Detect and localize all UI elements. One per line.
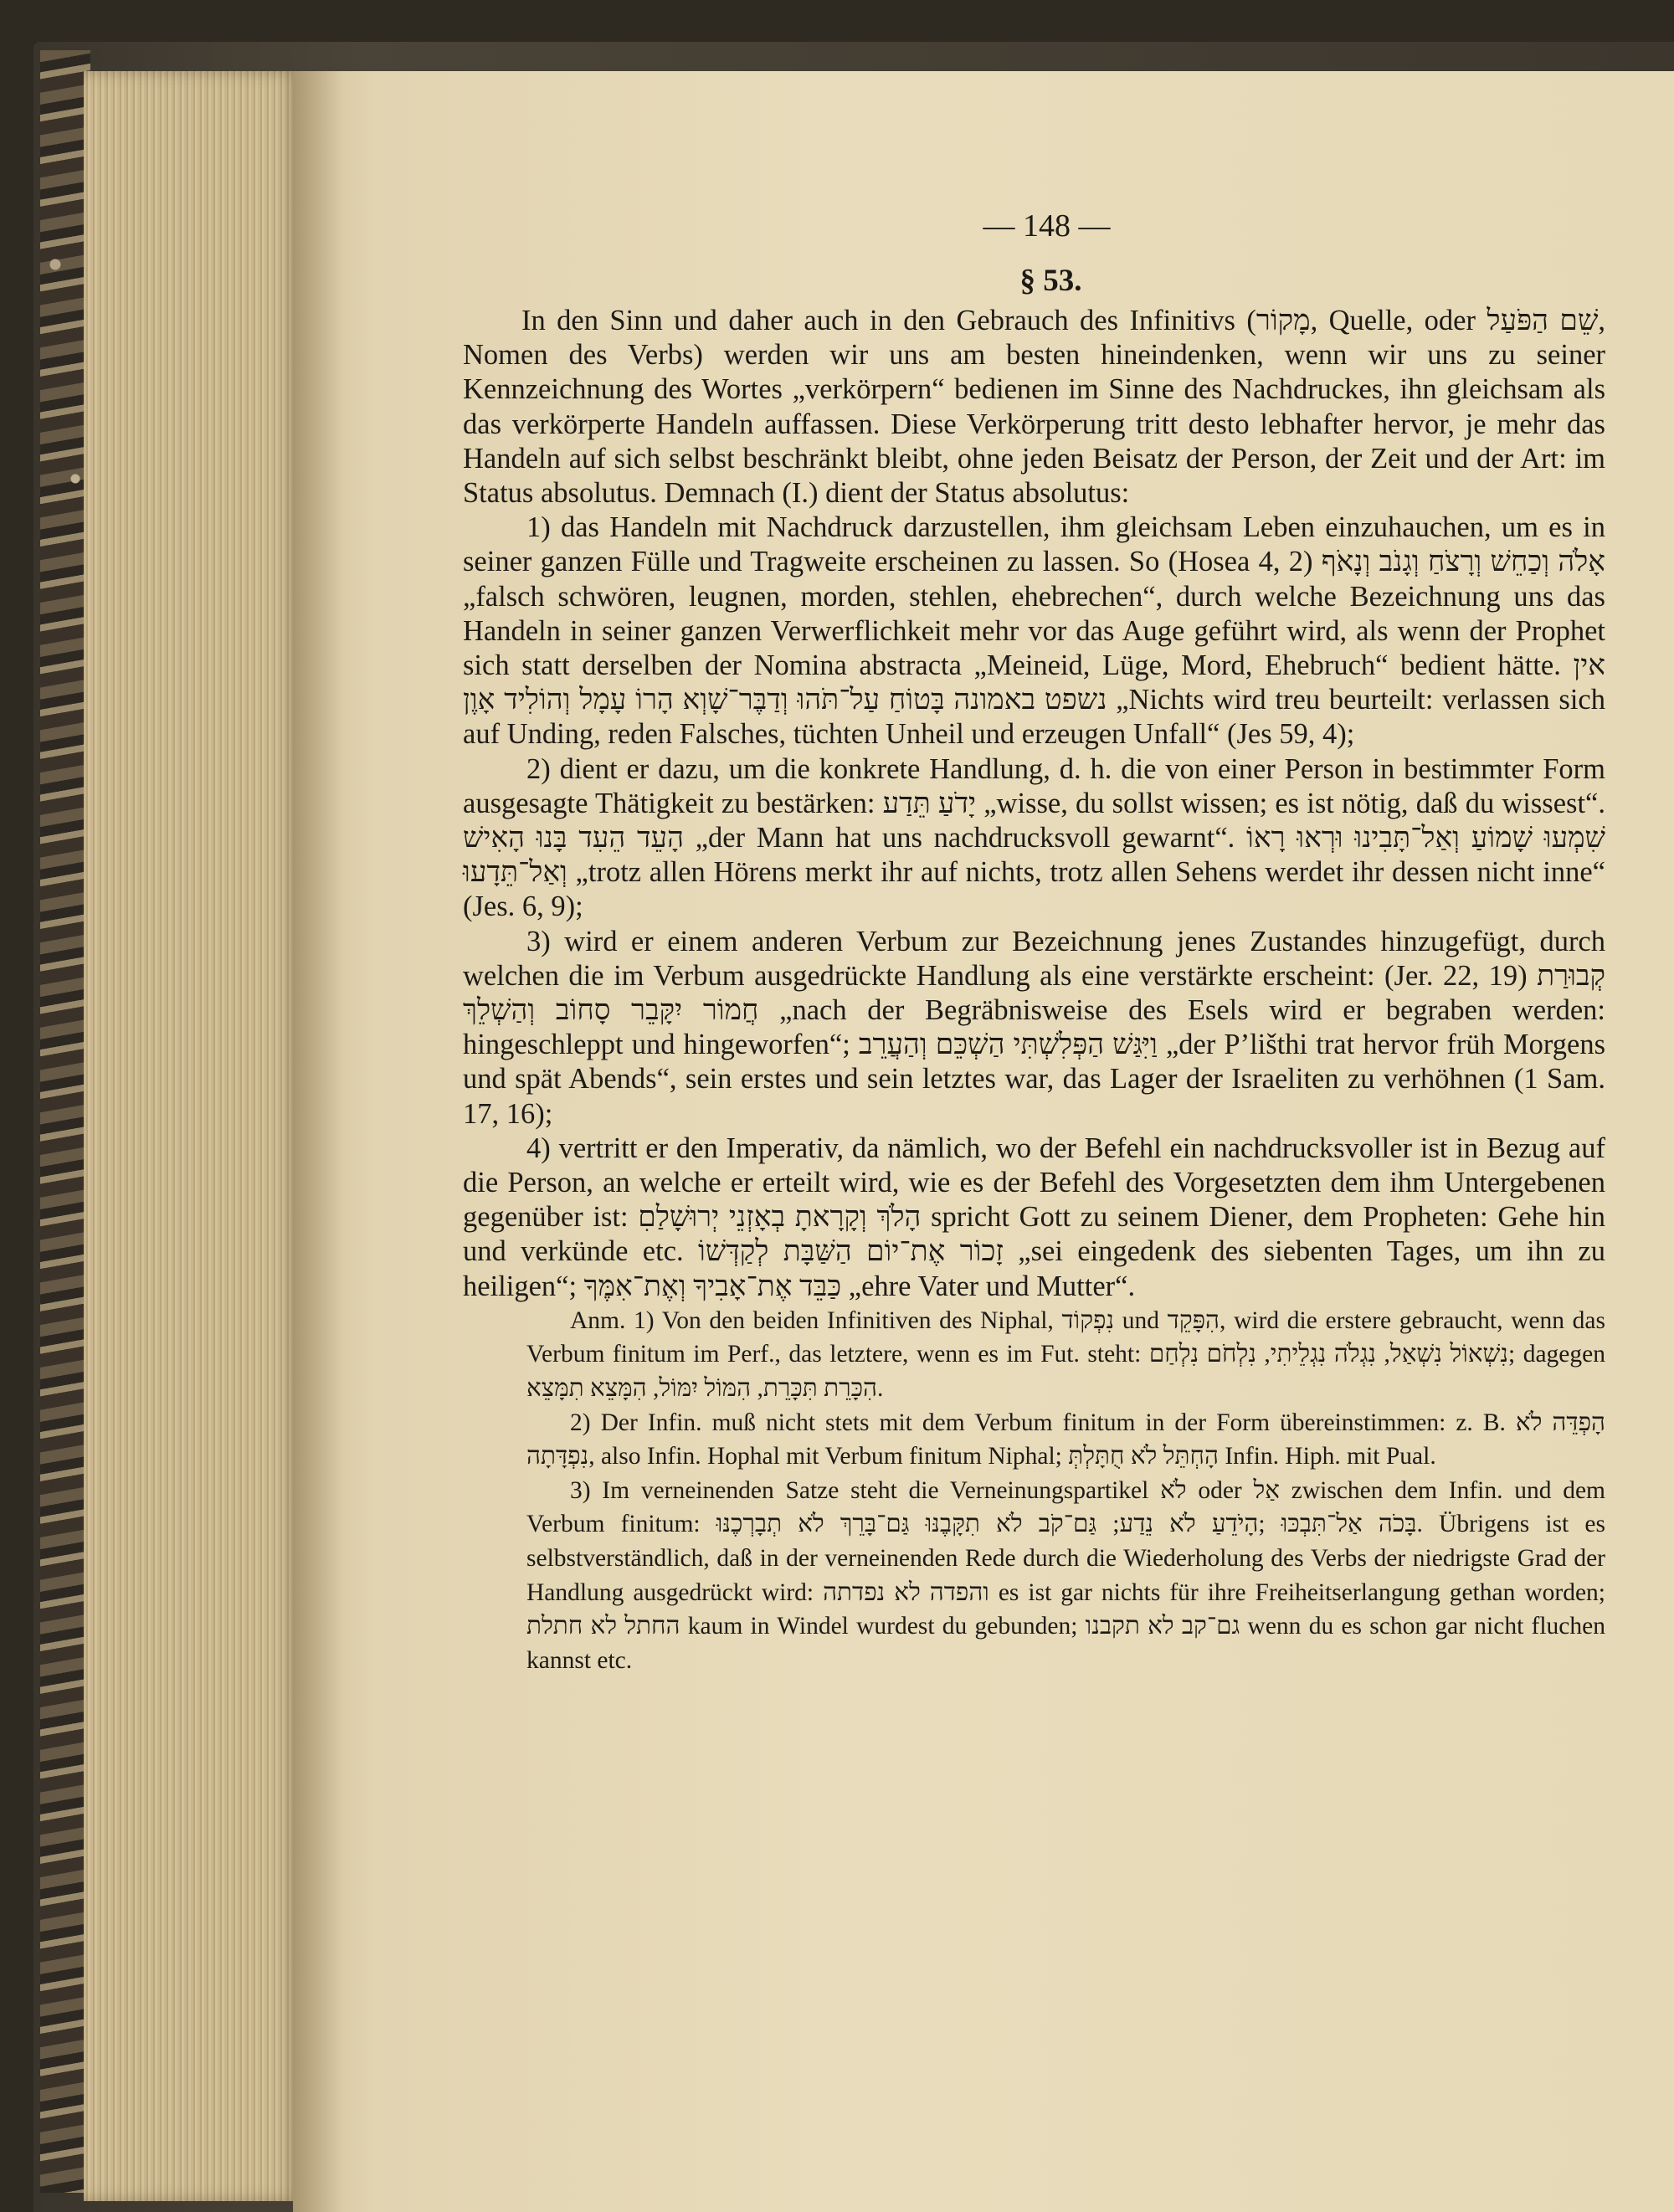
- page-text-block: [463, 205, 1605, 1677]
- paragraph-3: 3) wird er einem anderen Verbum zur Bezeichnung jenes Zustandes hinzugefügt, durch welchen die im Verbum ausgedrückte Handlung als eine verstärkte erscheint: (Jer. 22, 19) קְבוּרַת חֲמוֹר יִקָּבֵר סָחוֹב וְהַשְׁלֵךְ „nach der Begräbnisweise des Esels wird er begraben werden: hingeschleppt und hingeworfen“; וַיִּגַּשׁ הַפְּלִשְׁתִּי הַשְׁכֵּם וְהַעֲרֵב „der P’lišthi trat hervor früh Morgens und spät Abends“, sein erstes und sein letztes war, das Lager der Israeliten zu verhöhnen (1 Sam. 17, 16);: [463, 925, 1606, 1130]
- marbled-endpaper: [40, 50, 90, 2193]
- paragraph-4: 4) vertritt er den Imperativ, da nämlich, wo der Befehl ein nachdrucksvoller ist in Bezug auf die Person, an welche er erteilt wird, wie es der Befehl des Vorgesetzten dem ihm Untergebenen gegenüber ist: הָלֹךְ וְקָרָאתָ בְאָזְנֵי יְרוּשָׁלַםִ spricht Gott zu seinem Diener, dem Propheten: Gehe hin und verkünde etc. זָכוֹר אֶת־יוֹם הַשַּׁבָּת לְקַדְּשׁוֹ „sei eingedenk des siebenten Tages, um ihn zu heiligen“; כַּבֵּד אֶת־אָבִיךָ וְאֶת־אִמֶּךָ „ehre Vater und Mutter“.: [463, 1132, 1605, 1302]
- note-2: 2) Der Infin. muß nicht stets mit dem Verbum finitum in der Form übereinstimmen: z. B. הָפְדֵּה לֹא נִפְדָּתָה, also Infin. Hophal mit Verbum finitum Niphal; הָחְתֵּל לֹא חֻתָּלְתְּ Infin. Hiph. mit Pual.: [526, 1409, 1605, 1470]
- notes-block: [399, 1304, 1605, 1678]
- paragraph-intro: In den Sinn und daher auch in den Gebrauch des Infinitivs (מָקוֹר, Quelle, oder שֵׁם הַפֹּעַל, Nomen des Verbs) werden wir uns am besten hineindenken, wenn wir uns zu seiner Kennzeichnung des Wortes „verkörpern“ bedienen im Sinne des Nachdruckes, ihn gleichsam als das verkörperte Handeln auffassen. Diese Verkörperung tritt desto lebhafter hervor, je mehr das Handeln auf sich selbst beschränkt bleibt, ohne jeden Beisatz der Person, der Zeit und der Art: im Status absolutus. Demnach (I.) dient der Status absolutus:: [463, 305, 1606, 510]
- page-edges: [84, 71, 301, 2201]
- section-heading: § 53.: [1019, 264, 1082, 298]
- note-1: Anm. 1) Von den beiden Infinitiven des Niphal, נִפְקוֹד und הִפָּקֵד, wird die erstere gebraucht, wenn das Verbum finitum im Perf., das letztere, wenn es im Fut. steht: נִשְׁאוֹל נִשְׁאַל, נִגְלֹה נִגְלֵיתִי, נִלְחֹם נִלְחַם; dagegen הִכָּרֵת תִּכָּרֵת, הִמּוֹל יִמּוֹל, הִמָּצֵא תִמָּצֵא.: [526, 1306, 1605, 1403]
- note-3: 3) Im verneinenden Satze steht die Verneinungspartikel לֹא oder אַל zwischen dem Infin. und dem Verbum finitum: בָּכֹה אַל־תִּבְכּוּ ;הָיֹדֵעַ לֹא נֵדַע; גַּם־קֹב לֹא תִקָּבֶנּוּ גַּם־בָּרֵךְ לֹא תְבָרְכֶנּוּ. Übrigens ist es selbstverständlich, daß in der verneinenden Rede durch die Wiederholung des Verbs der niedrigste Grad der Handlung ausgedrückt wird: והפדה לא נפדתה es ist gar nichts für ihre Freiheitserlangung gethan worden; החתל לא חתלת kaum in Windel wurdest du gebunden; גם־קב לא תקבנו wenn du es schon gar nicht fluchen kannst etc.: [526, 1476, 1605, 1674]
- paragraph-2: 2) dient er dazu, um die konkrete Handlung, d. h. die von einer Person in bestimmter Form ausgesagte Thätigkeit zu bestärken: יָדֹעַ תֵּדַע „wisse, du sollst wissen; es ist nötig, daß du wissest“. הָעֵד הֵעִד בָּנוּ הָאִישׁ „der Mann hat uns nachdrucksvoll gewarnt“. שִׁמְעוּ שָׁמוֹעַ וְאַל־תָּבִינוּ וּרְאוּ רָאוֹ וְאַל־תֵּדָעוּ „trotz allen Hörens merkt ihr auf nichts, trotz allen Sehens werdet ihr dessen nicht inne“ (Jes. 6, 9);: [463, 752, 1605, 923]
- page-number: — 148 —: [983, 208, 1111, 244]
- gutter-shadow: [293, 71, 343, 2212]
- notes: [463, 1304, 1605, 1678]
- paragraph-1: 1) das Handeln mit Nachdruck darzustellen, ihm gleichsam Leben einzuhauchen, um es in seiner ganzen Fülle und Tragweite erscheinen zu lassen. So (Hosea 4, 2) אָלֹה וְכַחֵשׁ וְרָצֹחַ וְגָנֹב וְנָאֹף „falsch schwören, leugnen, morden, stehlen, ehebrechen“, durch welche Bezeichnung uns das Handeln in seiner ganzen Verwerflichkeit mehr vor das Auge geführt wird, als wenn der Prophet sich statt derselben der Nomina abstracta „Meineid, Lüge, Mord, Ehebruch“ bedient hätte. אין נשפט באמונה בָּטוֹחַ עַל־תֹּהוּ וְדַבֶּר־שָׁוְא הָרוֹ עָמָל וְהוֹלִיד אָוֶן „Nichts wird treu beurteilt: verlassen sich auf Unding, reden Falsches, tüchten Unheil und erzeugen Unfall“ (Jes 59, 4);: [463, 511, 1606, 751]
